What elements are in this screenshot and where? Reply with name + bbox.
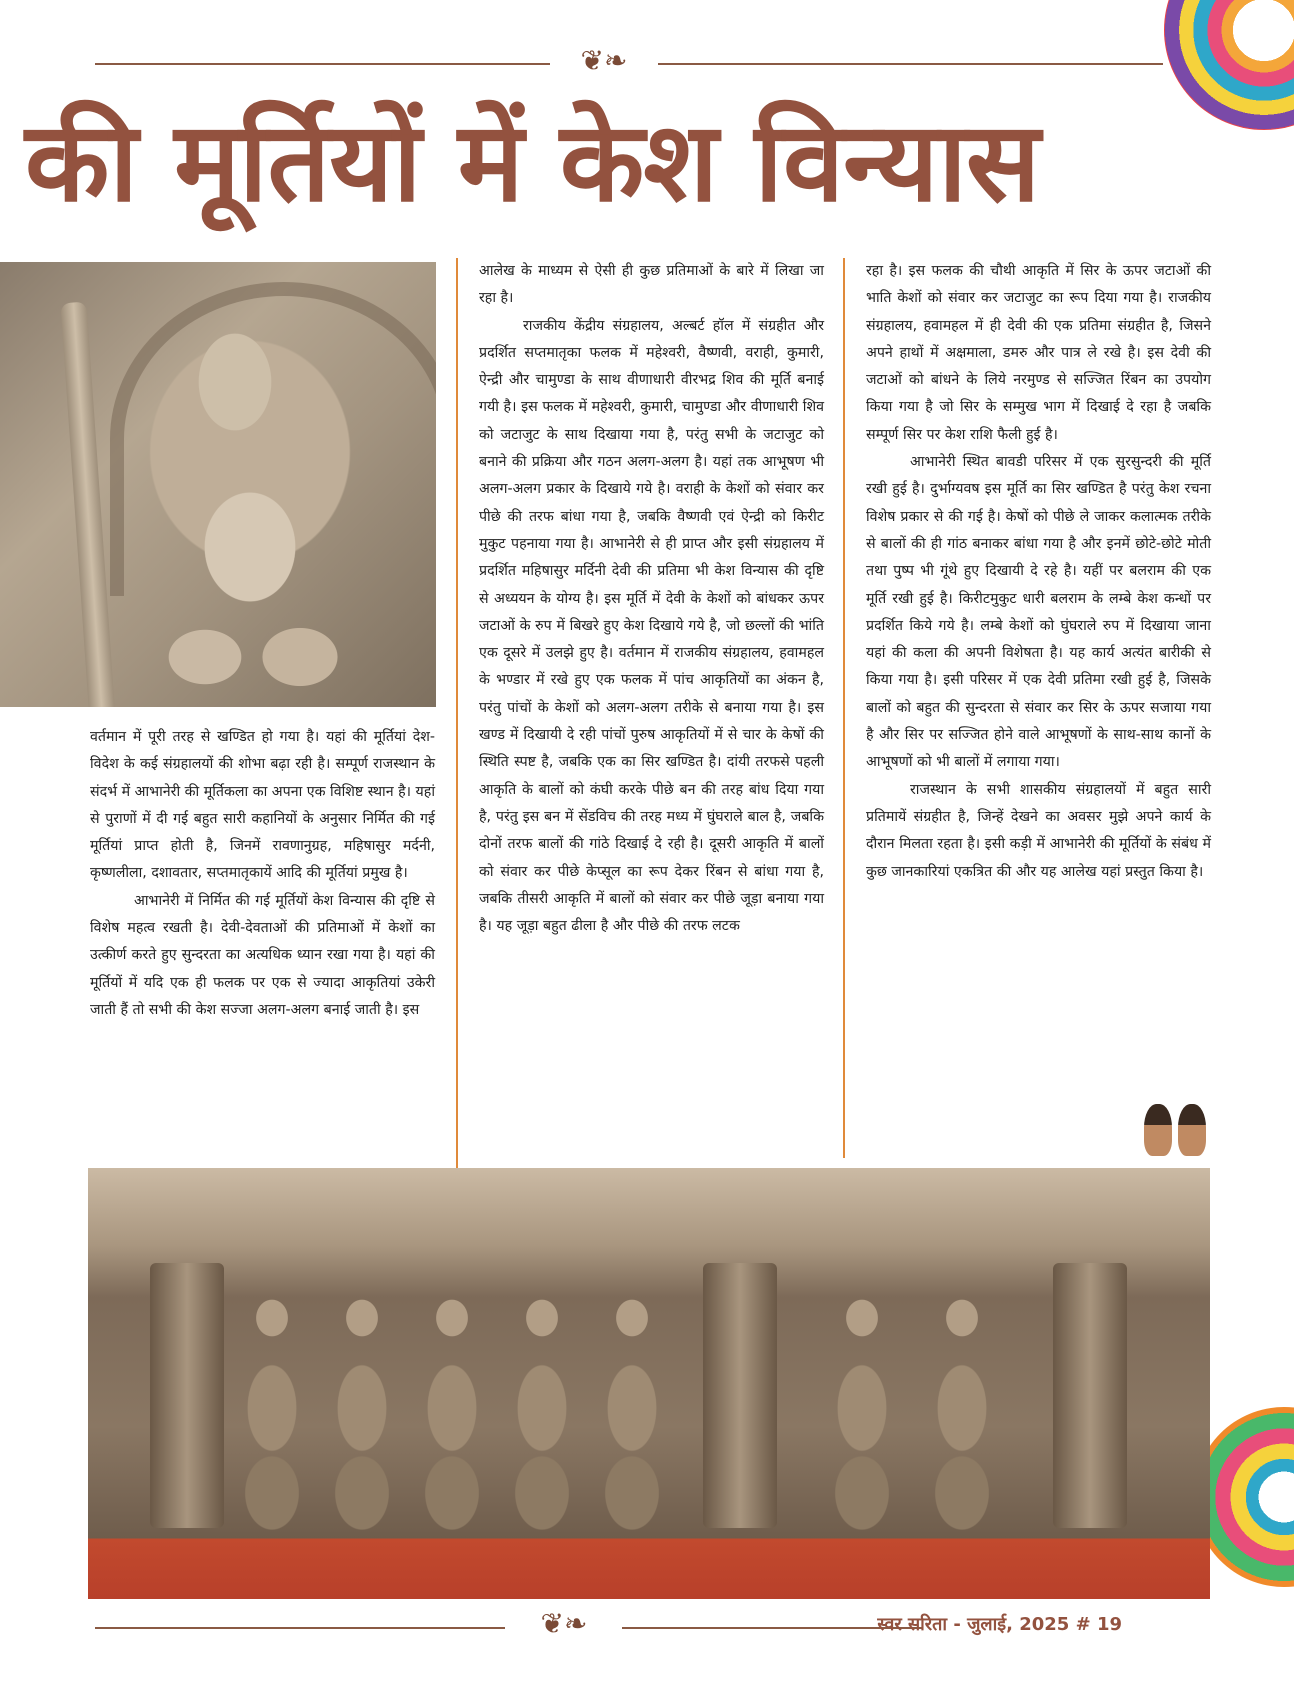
header-ornament: ❦❧ xyxy=(580,44,628,77)
text-column-3 xyxy=(866,258,1211,886)
panel-figure xyxy=(588,1278,676,1538)
panel-pillar xyxy=(150,1263,224,1528)
saptamatrika-panel-photo xyxy=(88,1168,1210,1599)
paragraph: आभानेरी स्थित बावडी परिसर में एक सुरसुन्दरी की मूर्ति रखी हुई है। दुर्भाग्यवष इस मूर्ति का सिर खण्डित है परंतु केश रचना विशेष प्रकार से की गई है। केषों को पीछे ले जाकर कलात्मक तरीके से बालों की ही गांठ बनाकर बांधा गया है और इनमें छोटे-छोटे मोती तथा पुष्प भी गूंथे हुए दिखायी दे रहे है। यहीं पर बलराम की एक मूर्ति रखी हुई है। किरीटमुकुट धारी बलराम के लम्बे केश कन्धों पर प्रदर्शित किये गये है। लम्बे केशों को घुंघराले रुप में दिखाया जाना यहां की कला की अपनी विशेषता है। यह कार्य अत्यंत बारीकी से किया गया है। इसी परिसर में एक देवी प्रतिमा रखी हुई है, जिसके बालों को बहुत की सुन्दरता से संवार कर सिर के ऊपर सजाया गया है और सिर पर सज्जित होने वाले आभूषणों के साथ-साथ कानों के आभूषणों को भी बालों में लगाया गया। xyxy=(866,454,1211,771)
figure-head-icon xyxy=(1178,1104,1206,1156)
panel-pillar xyxy=(1053,1263,1127,1528)
end-mark-figures xyxy=(1140,1104,1210,1156)
sculpture-arch xyxy=(110,282,436,596)
panel-figure xyxy=(228,1278,316,1538)
paragraph: रहा है। इस फलक की चौथी आकृति में सिर के ऊपर जटाओं की भाति केशों को संवार कर जटाजुट का रूप दिया गया है। राजकीय संग्रहालय, हवामहल में ही देवी की एक प्रतिमा संग्रहीत है, जिसने अपने हाथों में अक्षमाला, डमरु और पात्र ले रखे है। इस देवी की जटाओं को बांधने के लिये नरमुण्ड से सज्जित रिंबन का उपयोग किया गया है जो सिर के सम्मुख भाग में दिखाई दे रहा है जबकि सम्पूर्ण सिर पर केश राशि फैली हुई है। xyxy=(866,263,1211,443)
footer-rule-left xyxy=(95,1627,505,1629)
header-rule-right xyxy=(658,63,1163,65)
panel-figure xyxy=(818,1278,906,1538)
column-divider-2 xyxy=(843,258,845,1158)
panel-figure xyxy=(498,1278,586,1538)
sculpture-staff xyxy=(60,302,115,707)
text-column-2 xyxy=(479,258,824,940)
panel-figure xyxy=(408,1278,496,1538)
footer-ornament: ❦❧ xyxy=(540,1607,588,1640)
paragraph: राजकीय केंद्रीय संग्रहालय, अल्बर्ट हॉल में संग्रहीत और प्रदर्शित सप्तमातृका फलक में महेश्वरी, वैष्णवी, वराही, कुमारी, ऐन्द्री और चामुण्डा के साथ वीणाधारी वीरभद्र शिव की मूर्ति बनाई गयी है। इस फलक में महेश्वरी, कुमारी, चामुण्डा और वीणाधारी शिव को जटाजुट के साथ दिखाया गया है, परंतु सभी के जटाजुट को बनाने की प्रक्रिया और गठन अलग-अलग है। यहां तक आभूषण भी अलग-अलग प्रकार के दिखाये गये है। वराही के केशों को संवार कर पीछे की तरफ बांधा गया है, जबकि वैष्णवी एवं ऐन्द्री को किरीट मुकुट पहनाया गया है। आभानेरी से ही प्राप्त और इसी संग्रहालय में प्रदर्शित महिषासुर मर्दिनी देवी की प्रतिमा भी केश विन्यास की दृष्टि से अध्ययन के योग्य है। इस मूर्ति में देवी के केशों को बांधकर ऊपर जटाओं के रुप में बिखरे हुए केश दिखाये गये है, जो छल्लों की भांति एक दूसरे में उलझे हुए है। वर्तमान में राजकीय संग्रहालय, हवामहल के भण्डार में रखे हुए एक फलक में पांच आकृतियों का अंकन है, परंतु पांचों के केशों को अलग-अलग तरीके से बनाया गया है। इस खण्ड में दिखायी दे रही पांचों पुरुष आकृतियों में से चार के केषों की स्थिति स्पष्ट है, जबकि एक का सिर खण्डित है। दांयी तरफसे पहली आकृति के बालों को कंघी करके पीछे बन की तरह बांध दिया गया है, परंतु इस बन में सेंडविच की तरह मध्य में घुंघराले बाल है, जबकि दोनों तरफ बालों की गांठे दिखाई दे रही है। दूसरी आकृति में बालों को संवार कर पीछे केप्सूल का रूप देकर रिंबन से बांधा गया है, जबकि तीसरी आकृति में बालों को संवार कर पीछे जूड़ा बनाया गया है। यह जूड़ा बहुत ढीला है और पीछे की तरफ लटक xyxy=(479,317,824,935)
paragraph: आभानेरी में निर्मित की गई मूर्तियों केश विन्यास की दृष्टि से विशेष महत्व रखती है। देवी-देवताओं की प्रतिमाओं में केशों का उत्कीर्ण करते हुए सुन्दरता का अत्यधिक ध्यान रखा गया है। यहां की मूर्तियों में यदि एक ही फलक पर एक से ज्यादा आकृतियां उकेरी जाती हैं तो सभी की केश सज्जा अलग-अलग बनाई जाती है। इस xyxy=(90,892,435,1018)
paragraph: राजस्थान के सभी शासकीय संग्रहालयों में बहुत सारी प्रतिमायें संग्रहीत है, जिन्हें देखने का अवसर मुझे अपने कार्य के दौरान मिलता रहता है। इसी कड़ी में आभानेरी की मूर्तियों के संबंध में कुछ जानकारियां एकत्रित की और यह आलेख यहां प्रस्तुत किया है। xyxy=(866,781,1211,880)
column-divider-1 xyxy=(456,258,458,1185)
paragraph: आलेख के माध्यम से ऐसी ही कुछ प्रतिमाओं के बारे में लिखा जा रहा है। xyxy=(479,263,824,307)
article-title: की मूर्तियों में केश विन्यास xyxy=(25,98,1040,226)
page-footer: स्वर सरिता - जुलाई, 2025 # 19 xyxy=(877,1614,1122,1635)
figure-head-icon xyxy=(1144,1104,1172,1156)
panel-pillar xyxy=(703,1263,777,1528)
paragraph: वर्तमान में पूरी तरह से खण्डित हो गया है। यहां की मूर्तियां देश-विदेश के कई संग्रहालयों की शोभा बढ़ा रही है। सम्पूर्ण राजस्थान के संदर्भ में आभानेरी की मूर्तिकला का अपना एक विशिष्ट स्थान है। यहां से पुराणों में दी गई बहुत सारी कहानियों के अनुसार निर्मित की गई मूर्तियां प्राप्त होती है, जिनमें रावणानुग्रह, महिषासुर मर्दनी, कृष्णलीला, दशावतार, सप्तमातृकायें आदि की मूर्तियां प्रमुख है। xyxy=(90,729,435,882)
header-rule-left xyxy=(95,63,550,65)
text-column-1 xyxy=(90,724,435,1024)
goddess-sculpture-photo xyxy=(0,262,436,707)
panel-figure xyxy=(918,1278,1006,1538)
panel-figure xyxy=(318,1278,406,1538)
